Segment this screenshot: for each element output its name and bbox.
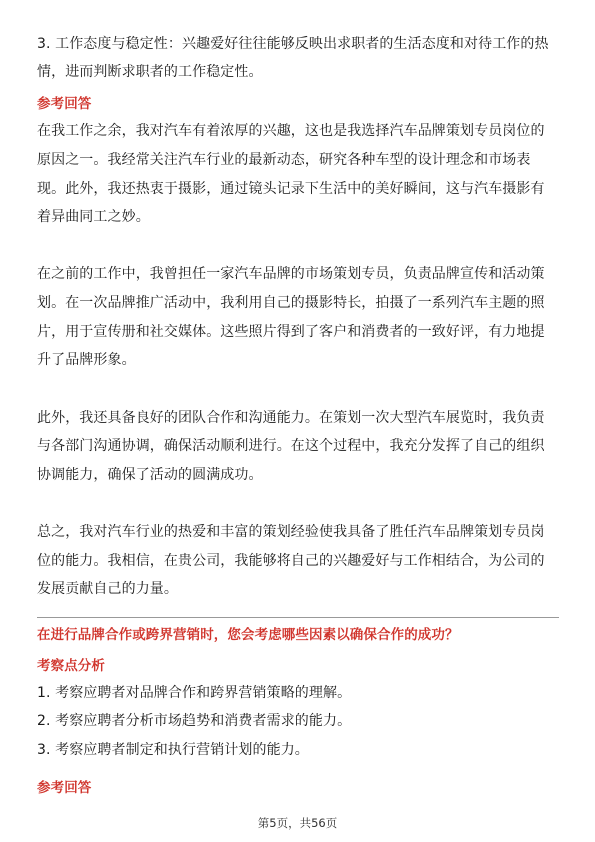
section-divider	[37, 617, 559, 618]
paragraph-line: 现。此外，我还热衷于摄影，通过镜头记录下生活中的美好瞬间，这与汽车摄影有	[37, 181, 545, 197]
answer-heading-2: 参考回答	[37, 780, 92, 796]
analysis-heading: 考察点分析	[37, 658, 105, 674]
paragraph-line: 发展贡献自己的力量。	[37, 581, 178, 597]
intro-item-line: 3. 工作态度与稳定性：兴趣爱好往往能够反映出求职者的生活态度和对待工作的热	[37, 36, 549, 52]
paragraph-line: 协调能力，确保了活动的圆满成功。	[37, 467, 263, 483]
answer-heading: 参考回答	[37, 96, 92, 112]
paragraph-line: 原因之一。我经常关注汽车行业的最新动态，研究各种车型的设计理念和市场表	[37, 152, 531, 168]
paragraph-line: 与各部门沟通协调，确保活动顺利进行。在这个过程中，我充分发挥了自己的组织	[37, 438, 545, 454]
question-heading: 在进行品牌合作或跨界营销时，您会考虑哪些因素以确保合作的成功？	[37, 627, 459, 643]
analysis-item: 1. 考察应聘者对品牌合作和跨界营销策略的理解。	[37, 685, 352, 701]
intro-item-line: 情，进而判断求职者的工作稳定性。	[37, 64, 263, 80]
paragraph-line: 在我工作之余，我对汽车有着浓厚的兴趣，这也是我选择汽车品牌策划专员岗位的	[37, 123, 545, 139]
paragraph-line: 总之，我对汽车行业的热爱和丰富的策划经验使我具备了胜任汽车品牌策划专员岗	[37, 524, 545, 540]
paragraph-line: 位的能力。我相信，在贵公司，我能够将自己的兴趣爱好与工作相结合，为公司的	[37, 553, 545, 569]
paragraph-line: 在之前的工作中，我曾担任一家汽车品牌的市场策划专员，负责品牌宣传和活动策	[37, 266, 545, 282]
page-footer: 第5页，共56页	[257, 816, 338, 830]
paragraph-line: 着异曲同工之妙。	[37, 209, 150, 225]
paragraph-line: 划。在一次品牌推广活动中，我利用自己的摄影特长，拍摄了一系列汽车主题的照	[37, 295, 545, 311]
paragraph-line: 此外，我还具备良好的团队合作和沟通能力。在策划一次大型汽车展览时，我负责	[37, 410, 545, 426]
analysis-item: 2. 考察应聘者分析市场趋势和消费者需求的能力。	[37, 713, 352, 729]
paragraph-line: 升了品牌形象。	[37, 352, 136, 368]
analysis-item: 3. 考察应聘者制定和执行营销计划的能力。	[37, 742, 309, 758]
paragraph-line: 片，用于宣传册和社交媒体。这些照片得到了客户和消费者的一致好评，有力地提	[37, 324, 545, 340]
